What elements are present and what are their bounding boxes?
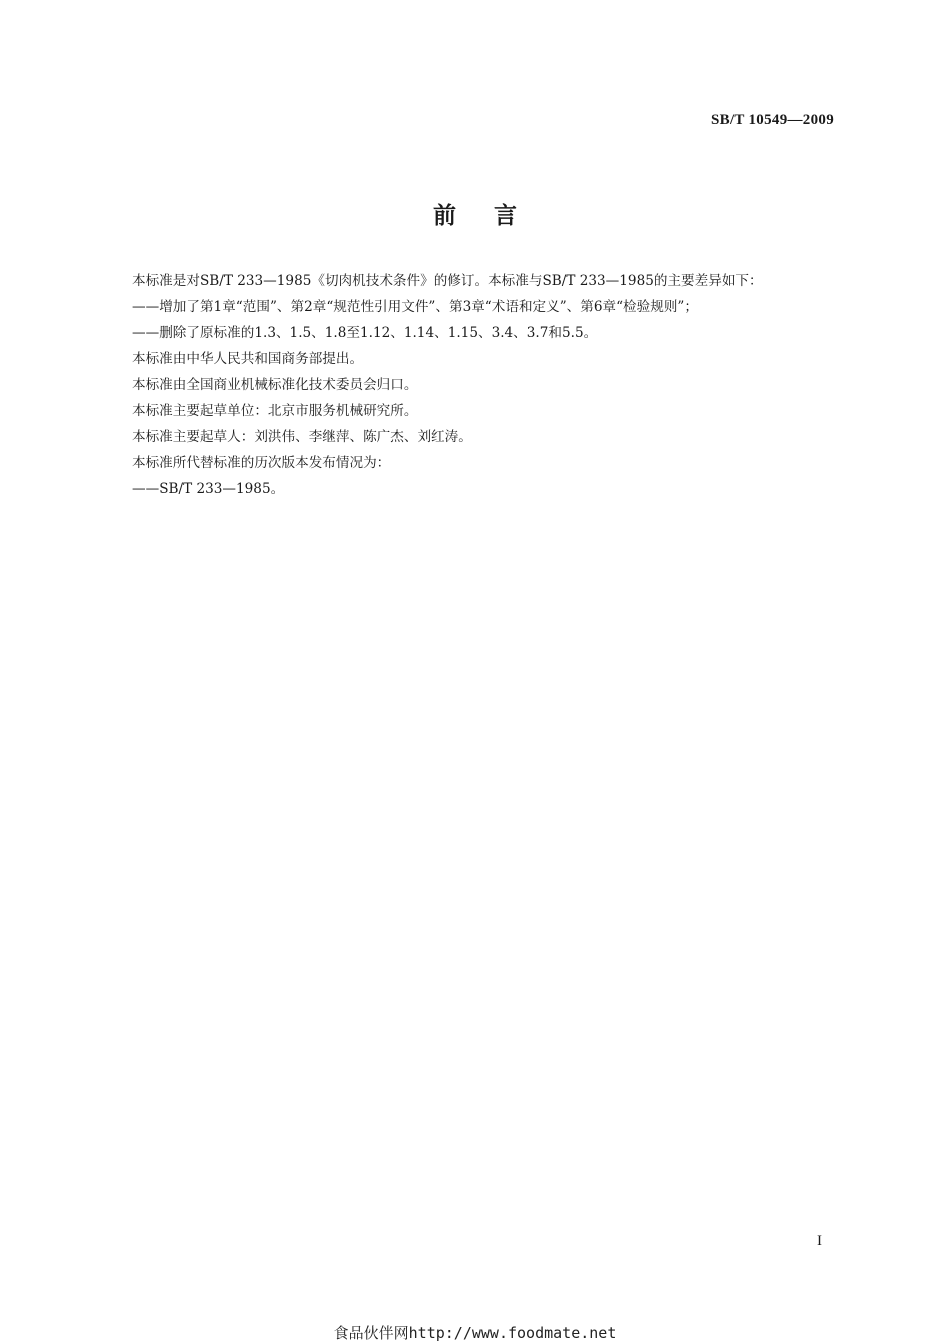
paragraph: 本标准主要起草人：刘洪伟、李继萍、陈广杰、刘红涛。 [132, 429, 472, 445]
page-number: I [817, 1233, 822, 1249]
paragraph: ——增加了第1章“范围”、第2章“规范性引用文件”、第3章“术语和定义”、第6章“检验规则”； [132, 299, 698, 315]
paragraph: ——删除了原标准的1.3、1.5、1.8至1.12、1.14、1.15、3.4、3.7和5.5。 [132, 325, 598, 341]
foreword-body [132, 268, 832, 502]
paragraph: 本标准所代替标准的历次版本发布情况为： [132, 455, 391, 471]
paragraph: 本标准主要起草单位：北京市服务机械研究所。 [132, 403, 418, 419]
standard-number: SB/T 10549—2009 [711, 112, 834, 128]
paragraph: ——SB/T 233—1985。 [132, 481, 285, 497]
footer-watermark: 食品伙伴网http://www.foodmate.net [333, 1324, 617, 1342]
page-title: 前言 [433, 203, 555, 229]
paragraph: 本标准由全国商业机械标准化技术委员会归口。 [132, 377, 418, 393]
paragraph: 本标准是对SB/T 233—1985《切肉机技术条件》的修订。本标准与SB/T 233—1985的主要差异如下： [132, 273, 763, 289]
paragraph: 本标准由中华人民共和国商务部提出。 [132, 351, 364, 367]
